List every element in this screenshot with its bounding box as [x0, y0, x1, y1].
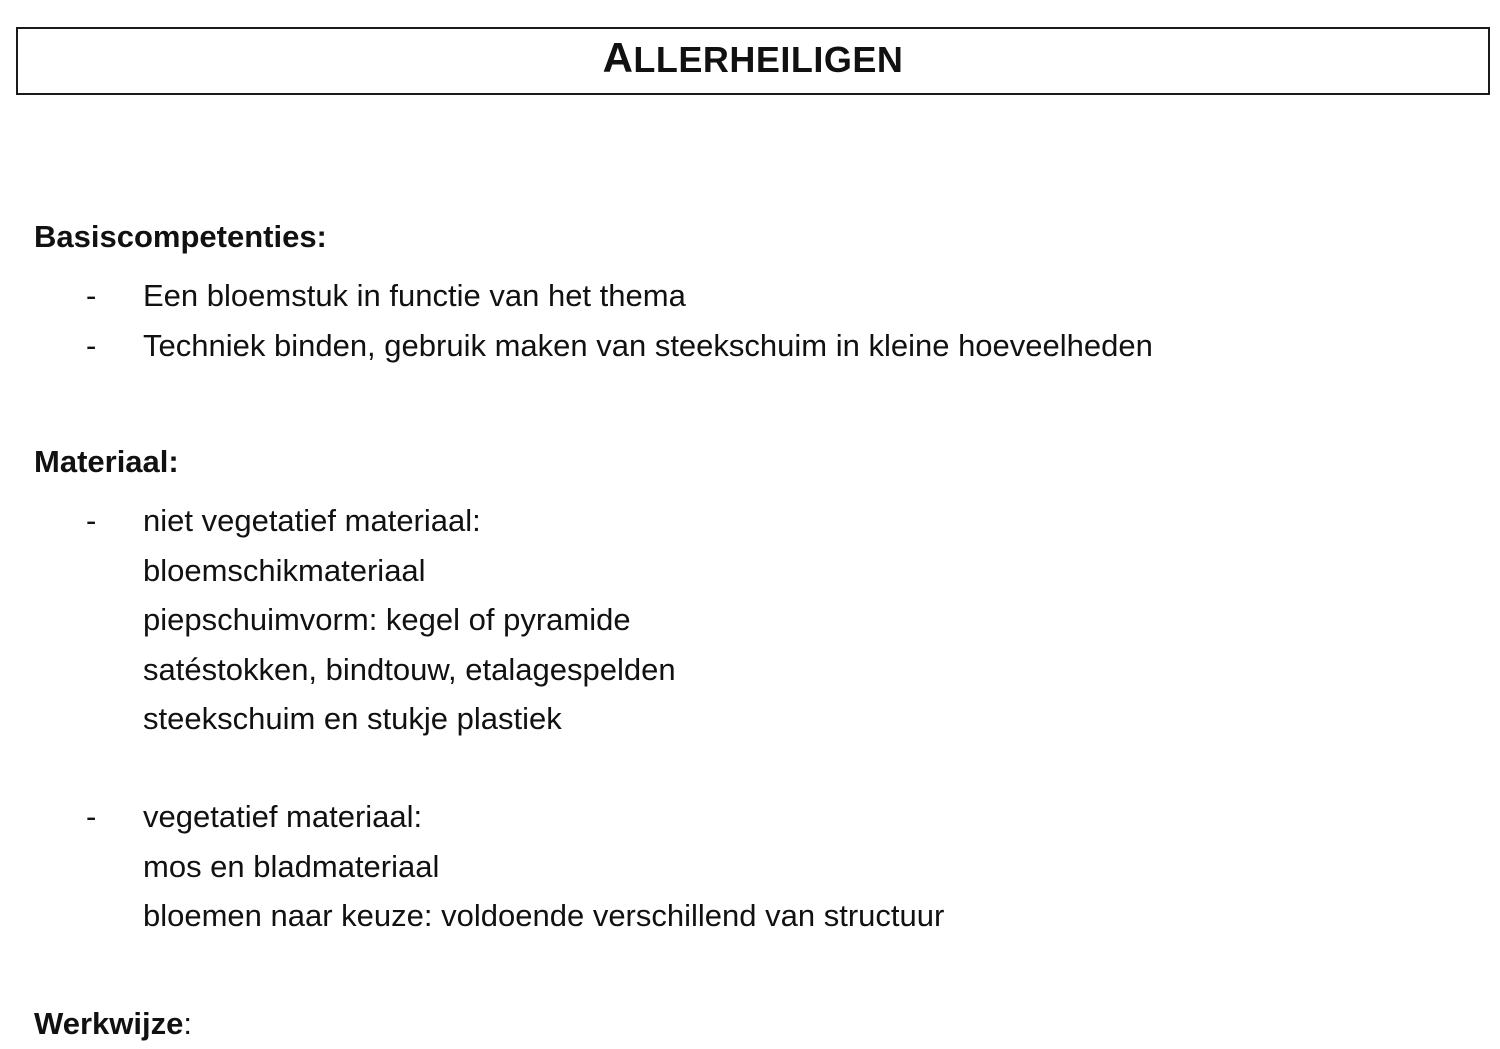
list-item-text: vegetatief materiaal: — [143, 799, 423, 834]
list-item-text: Techniek binden, gebruik maken van steekschuim in kleine hoeveelheden — [143, 327, 1153, 363]
basiscompetenties-list — [0, 271, 1153, 370]
list-item — [0, 496, 676, 744]
list-item-text: piepschuimvorm: kegel of pyramide — [143, 602, 631, 637]
title-rest: LLERHEILIGEN — [633, 39, 904, 80]
title-first-letter: A — [602, 34, 634, 81]
werkwijze-colon: : — [183, 1006, 192, 1041]
list-item — [0, 792, 944, 941]
basiscompetenties-heading: Basiscompetenties: — [34, 219, 327, 254]
list-item-text: Een bloemstuk in functie van het thema — [143, 278, 686, 313]
list-dash: - — [86, 278, 97, 313]
list-item — [0, 321, 1153, 371]
list-item-text: bloemschikmateriaal — [143, 552, 426, 588]
list-item — [0, 271, 1153, 321]
list-item-text: niet vegetatief materiaal: — [143, 503, 481, 538]
list-item-text: steekschuim en stukje plastiek — [143, 701, 562, 736]
title-box — [16, 27, 1490, 95]
materiaal-list-nonvegetative — [0, 496, 676, 744]
materiaal-heading: Materiaal: — [34, 444, 179, 479]
list-dash: - — [86, 327, 97, 363]
werkwijze-heading — [34, 1006, 192, 1042]
list-item-text: bloemen naar keuze: voldoende verschillend van structuur — [143, 898, 945, 933]
list-dash: - — [86, 799, 97, 834]
werkwijze-label: Werkwijze — [34, 1006, 184, 1041]
list-item-text: satéstokken, bindtouw, etalagespelden — [143, 651, 676, 687]
materiaal-list-vegetative — [0, 792, 944, 941]
page-title — [603, 34, 904, 82]
list-dash: - — [86, 503, 97, 538]
list-item-text: mos en bladmateriaal — [143, 848, 440, 884]
